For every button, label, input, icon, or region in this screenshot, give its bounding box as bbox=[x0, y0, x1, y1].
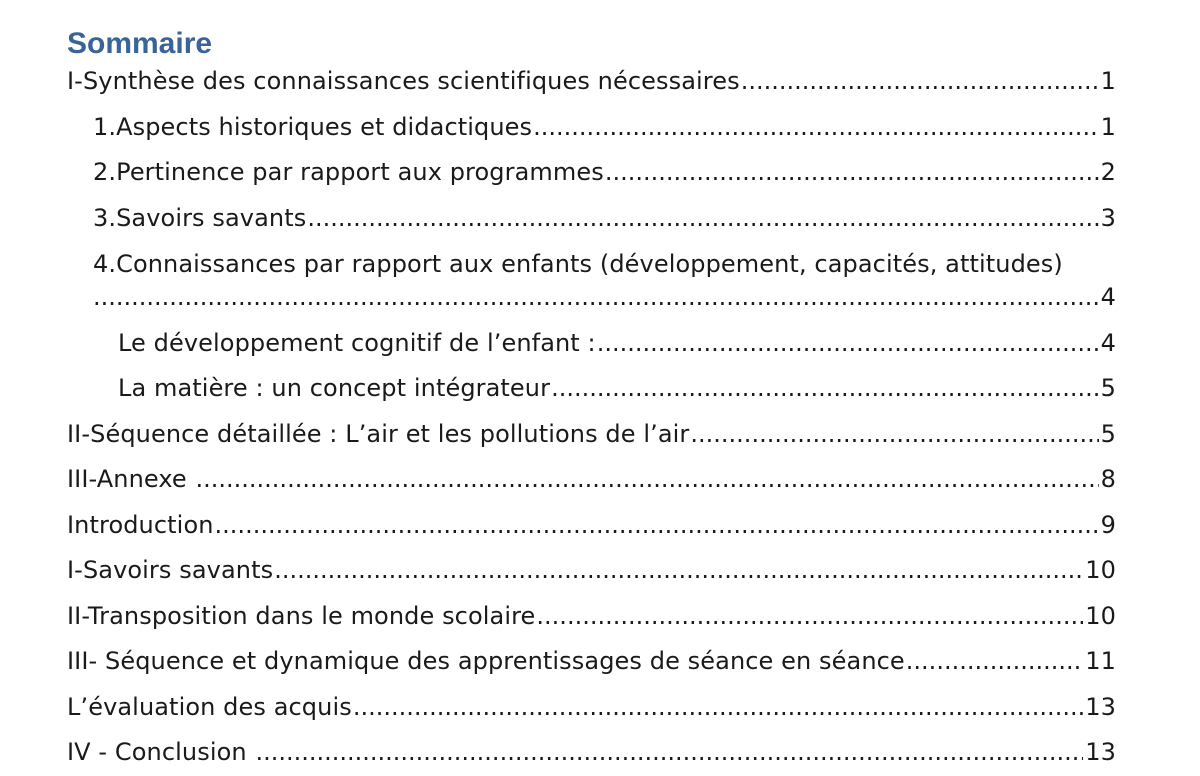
toc-entry[interactable] bbox=[93, 201, 1116, 235]
toc-entry-label: III-Annexe bbox=[67, 465, 195, 493]
toc-entry-label: 2.Pertinence par rapport aux programmes bbox=[93, 158, 604, 186]
toc-leader-dots bbox=[551, 371, 1099, 405]
toc-entry[interactable] bbox=[67, 417, 1116, 451]
toc-entry-label: La matière : un concept intégrateur bbox=[118, 374, 551, 402]
toc-leader-dots bbox=[353, 690, 1083, 724]
toc-page-number: 13 bbox=[1085, 693, 1116, 721]
toc-leader-dots bbox=[274, 553, 1083, 587]
toc-entry-label: L’évaluation des acquis bbox=[67, 693, 352, 721]
toc-entry[interactable] bbox=[67, 599, 1116, 633]
toc-page-number: 1 bbox=[1100, 113, 1116, 141]
toc-leader-dots bbox=[215, 508, 1099, 542]
toc-page-number: 3 bbox=[1100, 204, 1116, 232]
toc-leader-dots bbox=[196, 462, 1099, 496]
toc-entry-label: III- Séquence et dynamique des apprentissages de séance en séance bbox=[67, 647, 905, 675]
toc-page-number: 5 bbox=[1100, 374, 1116, 402]
toc-leader-dots bbox=[605, 155, 1099, 189]
toc-leader-dots bbox=[690, 417, 1098, 451]
toc-leader-dots bbox=[536, 599, 1083, 633]
toc-leader-dots bbox=[255, 735, 1083, 769]
toc-page-number: 9 bbox=[1100, 511, 1116, 539]
toc-leader-dots bbox=[533, 110, 1098, 144]
toc-leader-dots bbox=[307, 201, 1098, 235]
toc-entry[interactable] bbox=[67, 64, 1116, 98]
toc-entry-continuation[interactable] bbox=[93, 280, 1116, 314]
toc-leader-dots bbox=[741, 64, 1099, 98]
toc-page-number: 10 bbox=[1085, 602, 1116, 630]
toc-page-number: 11 bbox=[1085, 647, 1116, 675]
toc-page-number: 1 bbox=[1100, 67, 1116, 95]
toc-entry-label: I-Synthèse des connaissances scientifiques nécessaires bbox=[67, 67, 740, 95]
toc-entry-label: 4.Connaissances par rapport aux enfants (développement, capacités, attitudes) bbox=[93, 250, 1063, 278]
toc-entry[interactable] bbox=[67, 508, 1116, 542]
toc-entry-label: IV - Conclusion bbox=[67, 738, 255, 766]
toc-entry[interactable] bbox=[118, 326, 1116, 360]
toc-entry[interactable] bbox=[118, 371, 1116, 405]
toc-leader-dots bbox=[93, 280, 1099, 314]
toc-entry[interactable] bbox=[67, 644, 1116, 678]
toc-page-number: 10 bbox=[1085, 556, 1116, 584]
toc-page-number: 2 bbox=[1100, 158, 1116, 186]
toc-entry[interactable] bbox=[93, 247, 1116, 281]
toc-entry[interactable] bbox=[93, 155, 1116, 189]
toc-page-number: 4 bbox=[1100, 329, 1116, 357]
toc-entry[interactable] bbox=[67, 690, 1116, 724]
toc-entry-label: Introduction bbox=[67, 511, 214, 539]
toc-entry[interactable] bbox=[67, 462, 1116, 496]
toc-entry[interactable] bbox=[67, 735, 1116, 769]
toc-page-number: 5 bbox=[1100, 420, 1116, 448]
toc-page-number: 4 bbox=[1100, 283, 1116, 311]
toc-leader-dots bbox=[906, 644, 1083, 678]
toc-entry-label: Le développement cognitif de l’enfant : bbox=[118, 329, 596, 357]
toc-page-number: 13 bbox=[1085, 738, 1116, 766]
toc-entry-label: 3.Savoirs savants bbox=[93, 204, 307, 232]
toc-entry-label: 1.Aspects historiques et didactiques bbox=[93, 113, 533, 141]
toc-entry-label: II-Transposition dans le monde scolaire bbox=[67, 602, 536, 630]
toc-page-number: 8 bbox=[1100, 465, 1116, 493]
toc-entry[interactable] bbox=[67, 553, 1116, 587]
toc-title: Sommaire bbox=[67, 27, 213, 60]
toc-entry[interactable] bbox=[93, 110, 1116, 144]
toc-leader-dots bbox=[597, 326, 1099, 360]
toc-entry-label: I-Savoirs savants bbox=[67, 556, 274, 584]
toc-entry-label: II-Séquence détaillée : L’air et les pollutions de l’air bbox=[67, 420, 690, 448]
